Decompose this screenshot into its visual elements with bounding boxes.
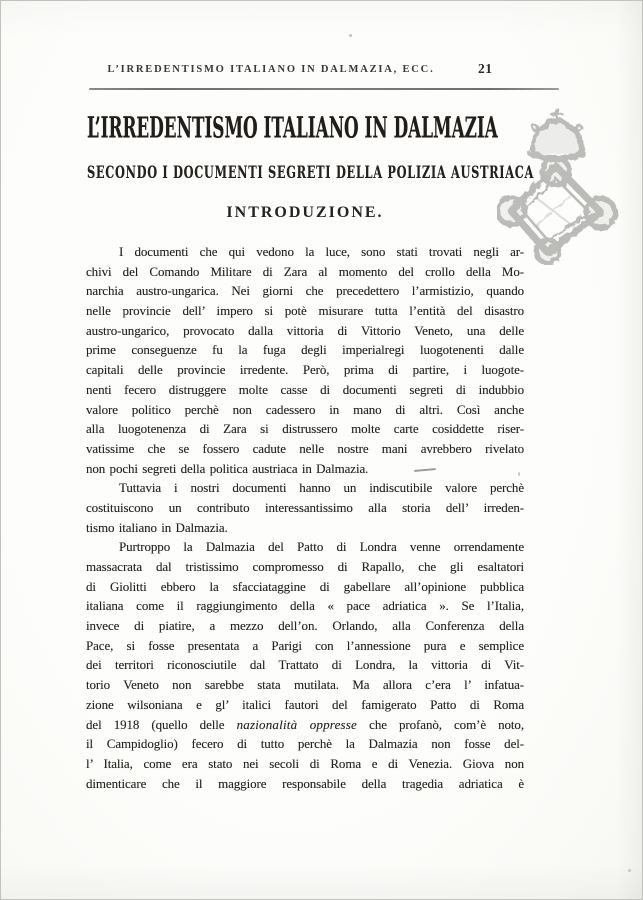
crown-icon — [531, 121, 583, 159]
text-line: Purtroppo la Dalmazia del Patto di Londra venne orrendamente — [119, 539, 524, 555]
text-line: Tuttavia i nostri documenti hanno un indiscutibile valore perchè — [119, 480, 524, 496]
text-line: italiana come il raggiungimento della « pace adriatica ». Se l’Italia, — [86, 598, 524, 614]
text-line: prime conseguenze fu la fuga degli imperialregi luogotenenti dalle — [86, 342, 524, 358]
text-line: chivi del Comando Militare di Zara al momento del crollo della Mo- — [86, 263, 524, 279]
page-title — [87, 110, 507, 145]
text-line: il Campidoglio) fecero di tutto perchè la Dalmazia non fosse del- — [86, 736, 524, 752]
scan-speck — [518, 472, 520, 476]
text-line: del 1918 (quello delle nazionalità oppresse che profanò, com’è noto, — [86, 716, 524, 732]
body-text — [86, 242, 524, 793]
text-line: I documenti che qui vedono la luce, sono stati trovati negli ar- — [119, 244, 524, 259]
text-line: nelle provincie dell’ impero si potè misurare tutta l’entità del disastro — [86, 303, 524, 319]
page-subtitle-text: SECONDO I DOCUMENTI SEGRETI DELLA POLIZIA AUSTRIACA — [87, 163, 535, 183]
crown-diamond-stamp-icon — [497, 107, 621, 265]
text-line: torio Veneto non sarebbe stata mutilata. Ma allora c’era l’ infatua- — [86, 677, 524, 693]
text-line: capitali delle provincie irredente. Però, prima di partire, i luogote- — [86, 362, 524, 378]
header-rule — [89, 88, 559, 90]
page-title-text: L’IRREDENTISMO ITALIANO IN DALMAZIA — [87, 110, 498, 145]
text-line: dei territori riconosciutile dal Trattato di Londra, la vittoria di Vit- — [86, 657, 524, 673]
section-heading: INTRODUZIONE. — [226, 204, 384, 221]
text-line: austro-ungarico, provocato dalla vittoria di Vittorio Veneto, una delle — [86, 322, 524, 338]
text-line: valore politico perchè non cadessero in mano di altri. Così anche — [86, 401, 524, 417]
text-line: narchia austro-ungarica. Nei giorni che precedettero l’armistizio, quando — [86, 283, 524, 299]
text-line: vatissime che se fossero cadute nelle nostre mani avrebbero rivelato — [86, 440, 524, 456]
text-line: l’ Italia, come era stato nei secoli di Roma e di Venezia. Giova non — [86, 755, 524, 771]
text-line: alla luogotenenza di Zara si distrussero molte carte cosiddette riser- — [86, 421, 524, 437]
diamond-medal-icon — [498, 158, 615, 263]
text-line: tismo italiano in Dalmazia. — [86, 519, 228, 535]
text-line: di Giolitti ebbero la sfacciataggine di gabellare all’opinione pubblica — [86, 578, 524, 594]
page-subtitle — [87, 163, 535, 185]
text-line: nenti fecero distruggere molte casse di documenti segreti di indubbio — [86, 381, 524, 397]
text-line: costituiscono un contributo interessantissimo alla storia dell’ irreden- — [86, 499, 524, 515]
text-line: non pochi segreti della politica austriaca in Dalmazia. — [86, 460, 369, 476]
running-header-title: L’IRREDENTISMO ITALIANO IN DALMAZIA, ECC. — [107, 64, 435, 75]
text-line: invece di piatire, a mezzo dell’on. Orlando, alla Conferenza della — [86, 618, 524, 634]
page-number: 21 — [478, 61, 493, 76]
text-line: dimenticare che il maggiore responsabile della tragedia adriatica è — [86, 775, 524, 791]
text-line: Pace, si fosse presentata a Parigi con l’annessione pura e semplice — [86, 637, 524, 653]
text-line: massacrata dal tristissimo compromesso di Rapallo, che gli esaltatori — [86, 559, 524, 574]
scan-speck — [349, 34, 352, 37]
text-line: zione wilsoniana e gl’ italici fautori del famigerato Patto di Roma — [86, 696, 524, 712]
scan-speck — [628, 869, 631, 872]
